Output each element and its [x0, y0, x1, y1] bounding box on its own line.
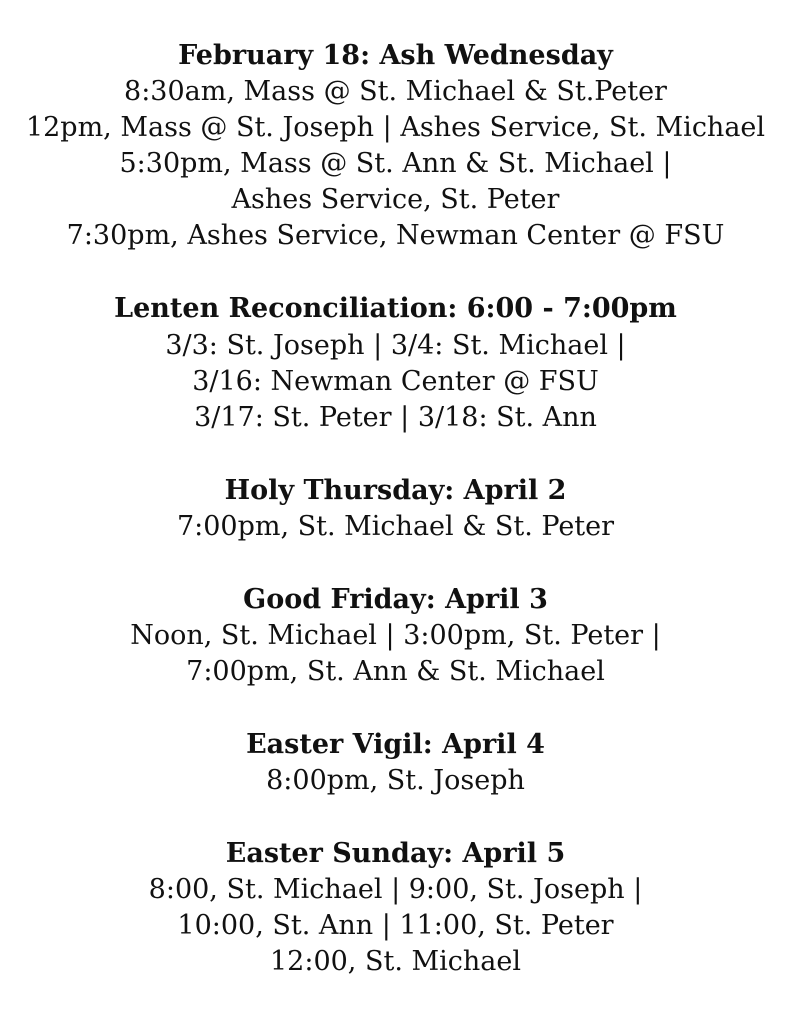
- schedule-line: Noon, St. Michael | 3:00pm, St. Peter |: [130, 620, 661, 651]
- section-heading-holy-thursday: Holy Thursday: April 2: [224, 475, 567, 506]
- schedule-line: 8:00, St. Michael | 9:00, St. Joseph |: [148, 874, 643, 905]
- schedule-line: 8:30am, Mass @ St. Michael & St.Peter: [124, 76, 667, 107]
- schedule-line: 10:00, St. Ann | 11:00, St. Peter: [177, 910, 614, 941]
- section-heading-lenten-reconciliation: Lenten Reconciliation: 6:00 - 7:00pm: [114, 293, 677, 324]
- schedule-line: 7:00pm, St. Michael & St. Peter: [176, 511, 615, 542]
- schedule-line: 8:00pm, St. Joseph: [266, 765, 525, 796]
- schedule-line: 12pm, Mass @ St. Joseph | Ashes Service, St. Michael: [25, 112, 766, 143]
- section-heading-easter-sunday: Easter Sunday: April 5: [225, 838, 566, 869]
- schedule-line: 12:00, St. Michael: [270, 946, 521, 977]
- section-heading-good-friday: Good Friday: April 3: [243, 584, 548, 615]
- schedule-line: 7:30pm, Ashes Service, Newman Center @ FSU: [66, 220, 725, 251]
- schedule-line: 3/3: St. Joseph | 3/4: St. Michael |: [165, 330, 626, 361]
- schedule-line: 5:30pm, Mass @ St. Ann & St. Michael |: [119, 148, 672, 179]
- section-heading-ash-wednesday: February 18: Ash Wednesday: [178, 40, 613, 71]
- schedule-line: 7:00pm, St. Ann & St. Michael: [186, 656, 605, 687]
- schedule-line: Ashes Service, St. Peter: [231, 184, 560, 215]
- schedule-line: 3/17: St. Peter | 3/18: St. Ann: [194, 402, 597, 433]
- section-heading-easter-vigil: Easter Vigil: April 4: [246, 729, 545, 760]
- schedule-line: 3/16: Newman Center @ FSU: [192, 366, 599, 397]
